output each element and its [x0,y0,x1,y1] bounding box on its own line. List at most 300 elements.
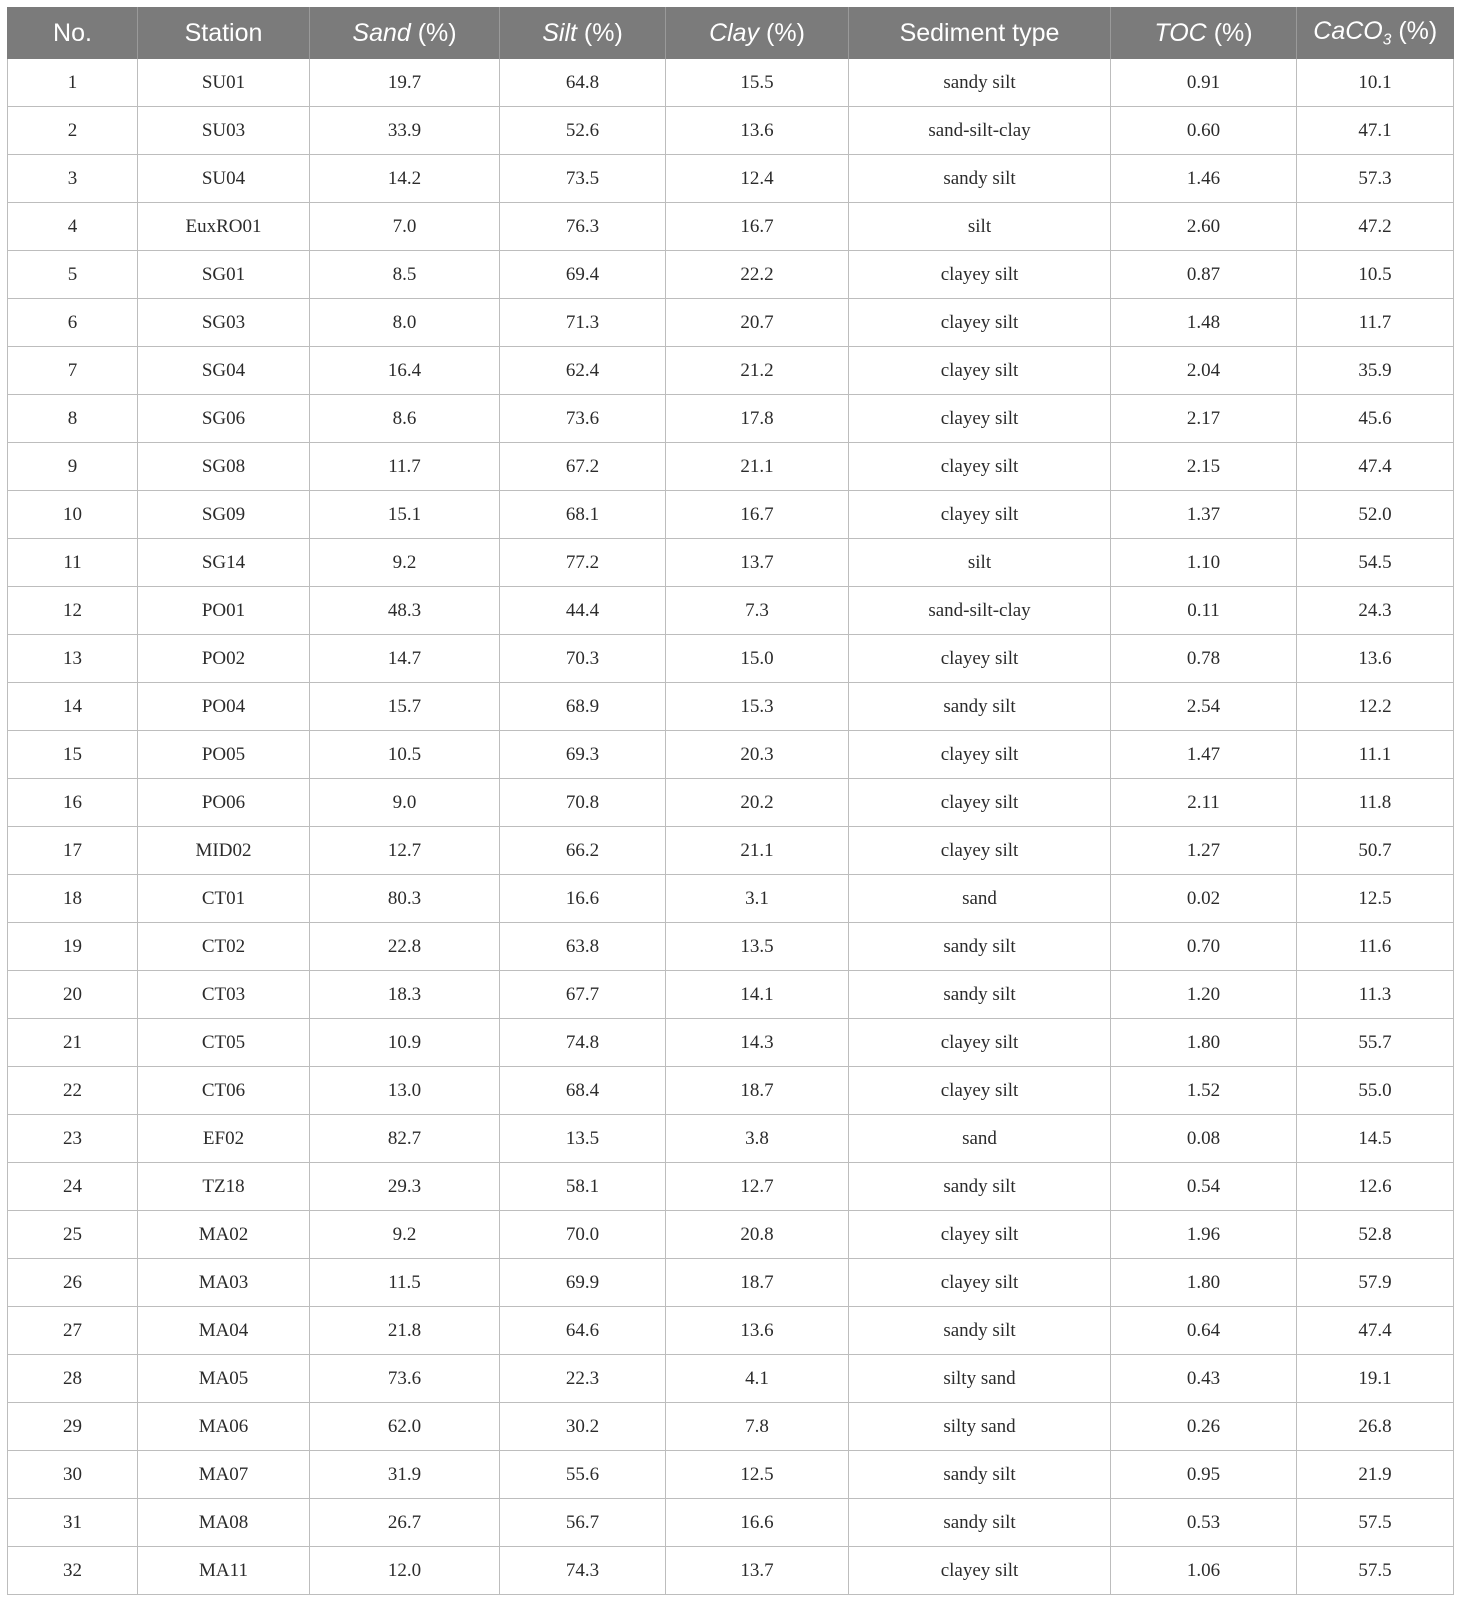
no-cell: 9 [8,443,138,491]
clay-cell: 12.7 [666,1163,849,1211]
silt-cell: 77.2 [500,539,666,587]
table-row [8,779,1454,827]
header-name: Sediment type [899,18,1060,47]
sand-cell: 82.7 [310,1115,500,1163]
silt-cell: 68.1 [500,491,666,539]
silt-cell: 70.0 [500,1211,666,1259]
caco3-cell: 54.5 [1297,539,1454,587]
clay-cell: 3.1 [666,875,849,923]
sediment-type-cell: clayey silt [849,299,1111,347]
header-unit: (%) [576,18,623,47]
silt-cell: 76.3 [500,203,666,251]
sediment-type-cell: sandy silt [849,971,1111,1019]
no-cell: 28 [8,1355,138,1403]
sediment-table-container [7,7,1453,1595]
header-col-no [8,7,138,59]
sand-cell: 22.8 [310,923,500,971]
caco3-cell: 47.2 [1297,203,1454,251]
sand-cell: 10.5 [310,731,500,779]
silt-cell: 55.6 [500,1451,666,1499]
no-cell: 26 [8,1259,138,1307]
table-row [8,299,1454,347]
station-cell: MA03 [138,1259,310,1307]
header-row [8,7,1454,59]
silt-cell: 69.4 [500,251,666,299]
table-row [8,539,1454,587]
sediment-type-cell: sandy silt [849,683,1111,731]
sediment-type-cell: clayey silt [849,395,1111,443]
table-row [8,1115,1454,1163]
toc-cell: 0.11 [1111,587,1297,635]
station-cell: CT01 [138,875,310,923]
caco3-cell: 26.8 [1297,1403,1454,1451]
silt-cell: 67.2 [500,443,666,491]
station-cell: SG08 [138,443,310,491]
header-col-clay [666,7,849,59]
no-cell: 1 [8,59,138,107]
table-row [8,1163,1454,1211]
header-unit: (%) [1206,18,1253,47]
no-cell: 11 [8,539,138,587]
sediment-type-cell: sandy silt [849,923,1111,971]
sediment-type-cell: clayey silt [849,347,1111,395]
no-cell: 12 [8,587,138,635]
sand-cell: 8.6 [310,395,500,443]
toc-cell: 0.60 [1111,107,1297,155]
toc-cell: 1.96 [1111,1211,1297,1259]
sand-cell: 15.1 [310,491,500,539]
table-row [8,443,1454,491]
sediment-type-cell: clayey silt [849,1019,1111,1067]
caco3-cell: 52.8 [1297,1211,1454,1259]
sand-cell: 11.7 [310,443,500,491]
sand-cell: 9.2 [310,539,500,587]
station-cell: SU03 [138,107,310,155]
table-row [8,395,1454,443]
clay-cell: 20.2 [666,779,849,827]
no-cell: 4 [8,203,138,251]
caco3-cell: 47.1 [1297,107,1454,155]
silt-cell: 30.2 [500,1403,666,1451]
toc-cell: 0.53 [1111,1499,1297,1547]
toc-cell: 1.10 [1111,539,1297,587]
silt-cell: 71.3 [500,299,666,347]
caco3-cell: 57.3 [1297,155,1454,203]
header-subscript: 3 [1382,31,1392,49]
table-body [8,59,1454,1595]
sediment-type-cell: silty sand [849,1403,1111,1451]
silt-cell: 70.3 [500,635,666,683]
toc-cell: 1.80 [1111,1259,1297,1307]
caco3-cell: 35.9 [1297,347,1454,395]
sediment-type-cell: clayey silt [849,491,1111,539]
no-cell: 21 [8,1019,138,1067]
sand-cell: 10.9 [310,1019,500,1067]
station-cell: PO06 [138,779,310,827]
station-cell: SG06 [138,395,310,443]
toc-cell: 1.06 [1111,1547,1297,1595]
station-cell: CT05 [138,1019,310,1067]
caco3-cell: 55.7 [1297,1019,1454,1067]
sediment-type-cell: sandy silt [849,1499,1111,1547]
no-cell: 7 [8,347,138,395]
no-cell: 31 [8,1499,138,1547]
sediment-type-cell: sandy silt [849,1307,1111,1355]
caco3-cell: 12.6 [1297,1163,1454,1211]
table-row [8,155,1454,203]
table-row [8,683,1454,731]
toc-cell: 1.48 [1111,299,1297,347]
sediment-type-cell: clayey silt [849,827,1111,875]
station-cell: SG03 [138,299,310,347]
station-cell: CT02 [138,923,310,971]
no-cell: 10 [8,491,138,539]
sand-cell: 18.3 [310,971,500,1019]
silt-cell: 58.1 [500,1163,666,1211]
table-row [8,107,1454,155]
clay-cell: 15.5 [666,59,849,107]
sediment-type-cell: clayey silt [849,779,1111,827]
no-cell: 25 [8,1211,138,1259]
caco3-cell: 14.5 [1297,1115,1454,1163]
sand-cell: 13.0 [310,1067,500,1115]
table-row [8,635,1454,683]
clay-cell: 12.5 [666,1451,849,1499]
clay-cell: 15.0 [666,635,849,683]
toc-cell: 0.08 [1111,1115,1297,1163]
clay-cell: 20.8 [666,1211,849,1259]
sand-cell: 31.9 [310,1451,500,1499]
caco3-cell: 10.1 [1297,59,1454,107]
no-cell: 27 [8,1307,138,1355]
silt-cell: 67.7 [500,971,666,1019]
no-cell: 20 [8,971,138,1019]
no-cell: 14 [8,683,138,731]
toc-cell: 2.15 [1111,443,1297,491]
clay-cell: 7.8 [666,1403,849,1451]
caco3-cell: 11.3 [1297,971,1454,1019]
no-cell: 32 [8,1547,138,1595]
sand-cell: 73.6 [310,1355,500,1403]
table-row [8,203,1454,251]
clay-cell: 16.6 [666,1499,849,1547]
clay-cell: 15.3 [666,683,849,731]
sand-cell: 8.5 [310,251,500,299]
caco3-cell: 11.1 [1297,731,1454,779]
sediment-type-cell: silt [849,539,1111,587]
sediment-type-cell: sandy silt [849,1163,1111,1211]
sand-cell: 33.9 [310,107,500,155]
caco3-cell: 11.7 [1297,299,1454,347]
sand-cell: 12.7 [310,827,500,875]
no-cell: 6 [8,299,138,347]
caco3-cell: 55.0 [1297,1067,1454,1115]
toc-cell: 0.26 [1111,1403,1297,1451]
silt-cell: 22.3 [500,1355,666,1403]
header-col-silt [500,7,666,59]
sediment-type-cell: sandy silt [849,155,1111,203]
table-row [8,875,1454,923]
clay-cell: 13.6 [666,107,849,155]
sediment-type-cell: sand-silt-clay [849,107,1111,155]
clay-cell: 13.7 [666,539,849,587]
clay-cell: 16.7 [666,203,849,251]
clay-cell: 20.7 [666,299,849,347]
no-cell: 22 [8,1067,138,1115]
header-name: No. [53,18,92,47]
caco3-cell: 12.5 [1297,875,1454,923]
sand-cell: 15.7 [310,683,500,731]
sediment-type-cell: sand [849,1115,1111,1163]
clay-cell: 12.4 [666,155,849,203]
clay-cell: 16.7 [666,491,849,539]
no-cell: 5 [8,251,138,299]
caco3-cell: 21.9 [1297,1451,1454,1499]
header-col-station [138,7,310,59]
caco3-cell: 52.0 [1297,491,1454,539]
sediment-type-cell: clayey silt [849,635,1111,683]
silt-cell: 16.6 [500,875,666,923]
toc-cell: 0.70 [1111,923,1297,971]
header-unit: (%) [1391,16,1438,45]
sand-cell: 19.7 [310,59,500,107]
sand-cell: 9.0 [310,779,500,827]
caco3-cell: 24.3 [1297,587,1454,635]
header-col-toc [1111,7,1297,59]
silt-cell: 56.7 [500,1499,666,1547]
table-row [8,827,1454,875]
clay-cell: 3.8 [666,1115,849,1163]
no-cell: 30 [8,1451,138,1499]
sediment-type-cell: sand [849,875,1111,923]
station-cell: MA05 [138,1355,310,1403]
no-cell: 13 [8,635,138,683]
caco3-cell: 12.2 [1297,683,1454,731]
station-cell: MA07 [138,1451,310,1499]
table-row [8,1451,1454,1499]
caco3-cell: 45.6 [1297,395,1454,443]
no-cell: 8 [8,395,138,443]
header-name: CaCO [1313,16,1383,45]
header-unit: (%) [410,18,457,47]
station-cell: TZ18 [138,1163,310,1211]
sediment-type-cell: silty sand [849,1355,1111,1403]
toc-cell: 0.87 [1111,251,1297,299]
toc-cell: 1.80 [1111,1019,1297,1067]
sediment-type-cell: clayey silt [849,1067,1111,1115]
no-cell: 18 [8,875,138,923]
toc-cell: 0.64 [1111,1307,1297,1355]
toc-cell: 0.54 [1111,1163,1297,1211]
table-row [8,1067,1454,1115]
station-cell: SU01 [138,59,310,107]
table-row [8,587,1454,635]
sand-cell: 29.3 [310,1163,500,1211]
no-cell: 29 [8,1403,138,1451]
caco3-cell: 11.8 [1297,779,1454,827]
no-cell: 2 [8,107,138,155]
sand-cell: 62.0 [310,1403,500,1451]
station-cell: SU04 [138,155,310,203]
station-cell: PO01 [138,587,310,635]
sand-cell: 80.3 [310,875,500,923]
toc-cell: 2.11 [1111,779,1297,827]
clay-cell: 21.1 [666,827,849,875]
station-cell: SG01 [138,251,310,299]
toc-cell: 1.47 [1111,731,1297,779]
clay-cell: 14.1 [666,971,849,1019]
no-cell: 3 [8,155,138,203]
table-row [8,251,1454,299]
station-cell: MA08 [138,1499,310,1547]
table-row [8,731,1454,779]
header-name: Silt [542,18,577,47]
clay-cell: 18.7 [666,1259,849,1307]
toc-cell: 2.04 [1111,347,1297,395]
no-cell: 24 [8,1163,138,1211]
clay-cell: 17.8 [666,395,849,443]
no-cell: 23 [8,1115,138,1163]
silt-cell: 63.8 [500,923,666,971]
caco3-cell: 57.5 [1297,1499,1454,1547]
caco3-cell: 57.5 [1297,1547,1454,1595]
silt-cell: 73.6 [500,395,666,443]
station-cell: PO05 [138,731,310,779]
table-row [8,59,1454,107]
sediment-table [7,7,1454,1595]
silt-cell: 68.9 [500,683,666,731]
table-row [8,1403,1454,1451]
clay-cell: 7.3 [666,587,849,635]
silt-cell: 70.8 [500,779,666,827]
sediment-type-cell: sand-silt-clay [849,587,1111,635]
table-row [8,1307,1454,1355]
silt-cell: 66.2 [500,827,666,875]
silt-cell: 13.5 [500,1115,666,1163]
silt-cell: 64.6 [500,1307,666,1355]
sediment-type-cell: silt [849,203,1111,251]
toc-cell: 0.02 [1111,875,1297,923]
silt-cell: 68.4 [500,1067,666,1115]
table-row [8,1547,1454,1595]
sand-cell: 16.4 [310,347,500,395]
table-header [8,7,1454,59]
caco3-cell: 47.4 [1297,1307,1454,1355]
silt-cell: 69.3 [500,731,666,779]
clay-cell: 13.5 [666,923,849,971]
header-name: Station [184,18,263,47]
station-cell: MA04 [138,1307,310,1355]
caco3-cell: 13.6 [1297,635,1454,683]
station-cell: CT03 [138,971,310,1019]
toc-cell: 2.54 [1111,683,1297,731]
table-row [8,923,1454,971]
toc-cell: 1.20 [1111,971,1297,1019]
station-cell: PO04 [138,683,310,731]
sand-cell: 48.3 [310,587,500,635]
silt-cell: 52.6 [500,107,666,155]
station-cell: CT06 [138,1067,310,1115]
header-col-sand [310,7,500,59]
station-cell: SG04 [138,347,310,395]
header-name: Clay [709,18,760,47]
toc-cell: 0.91 [1111,59,1297,107]
station-cell: MID02 [138,827,310,875]
header-col-caco3 [1297,7,1454,59]
station-cell: MA11 [138,1547,310,1595]
no-cell: 17 [8,827,138,875]
clay-cell: 20.3 [666,731,849,779]
toc-cell: 0.43 [1111,1355,1297,1403]
caco3-cell: 11.6 [1297,923,1454,971]
sediment-type-cell: clayey silt [849,731,1111,779]
header-name: TOC [1154,18,1207,47]
station-cell: SG09 [138,491,310,539]
sediment-type-cell: sandy silt [849,59,1111,107]
table-row [8,1499,1454,1547]
sand-cell: 11.5 [310,1259,500,1307]
toc-cell: 0.95 [1111,1451,1297,1499]
sand-cell: 14.2 [310,155,500,203]
station-cell: SG14 [138,539,310,587]
sand-cell: 21.8 [310,1307,500,1355]
station-cell: EF02 [138,1115,310,1163]
silt-cell: 62.4 [500,347,666,395]
toc-cell: 1.52 [1111,1067,1297,1115]
sand-cell: 8.0 [310,299,500,347]
clay-cell: 21.2 [666,347,849,395]
sand-cell: 12.0 [310,1547,500,1595]
clay-cell: 4.1 [666,1355,849,1403]
header-name: Sand [352,18,411,47]
sediment-type-cell: clayey silt [849,443,1111,491]
caco3-cell: 19.1 [1297,1355,1454,1403]
sand-cell: 26.7 [310,1499,500,1547]
sediment-type-cell: clayey silt [849,1547,1111,1595]
sediment-type-cell: clayey silt [849,1211,1111,1259]
table-row [8,491,1454,539]
clay-cell: 18.7 [666,1067,849,1115]
sediment-type-cell: sandy silt [849,1451,1111,1499]
table-row [8,1355,1454,1403]
clay-cell: 13.7 [666,1547,849,1595]
toc-cell: 1.46 [1111,155,1297,203]
sand-cell: 7.0 [310,203,500,251]
table-row [8,1259,1454,1307]
toc-cell: 2.17 [1111,395,1297,443]
clay-cell: 14.3 [666,1019,849,1067]
station-cell: PO02 [138,635,310,683]
clay-cell: 13.6 [666,1307,849,1355]
table-row [8,347,1454,395]
silt-cell: 74.8 [500,1019,666,1067]
station-cell: EuxRO01 [138,203,310,251]
table-row [8,971,1454,1019]
no-cell: 19 [8,923,138,971]
no-cell: 15 [8,731,138,779]
sediment-type-cell: clayey silt [849,1259,1111,1307]
station-cell: MA06 [138,1403,310,1451]
toc-cell: 2.60 [1111,203,1297,251]
toc-cell: 0.78 [1111,635,1297,683]
table-row [8,1019,1454,1067]
sand-cell: 9.2 [310,1211,500,1259]
header-col-sediment-type [849,7,1111,59]
silt-cell: 73.5 [500,155,666,203]
no-cell: 16 [8,779,138,827]
caco3-cell: 47.4 [1297,443,1454,491]
caco3-cell: 10.5 [1297,251,1454,299]
